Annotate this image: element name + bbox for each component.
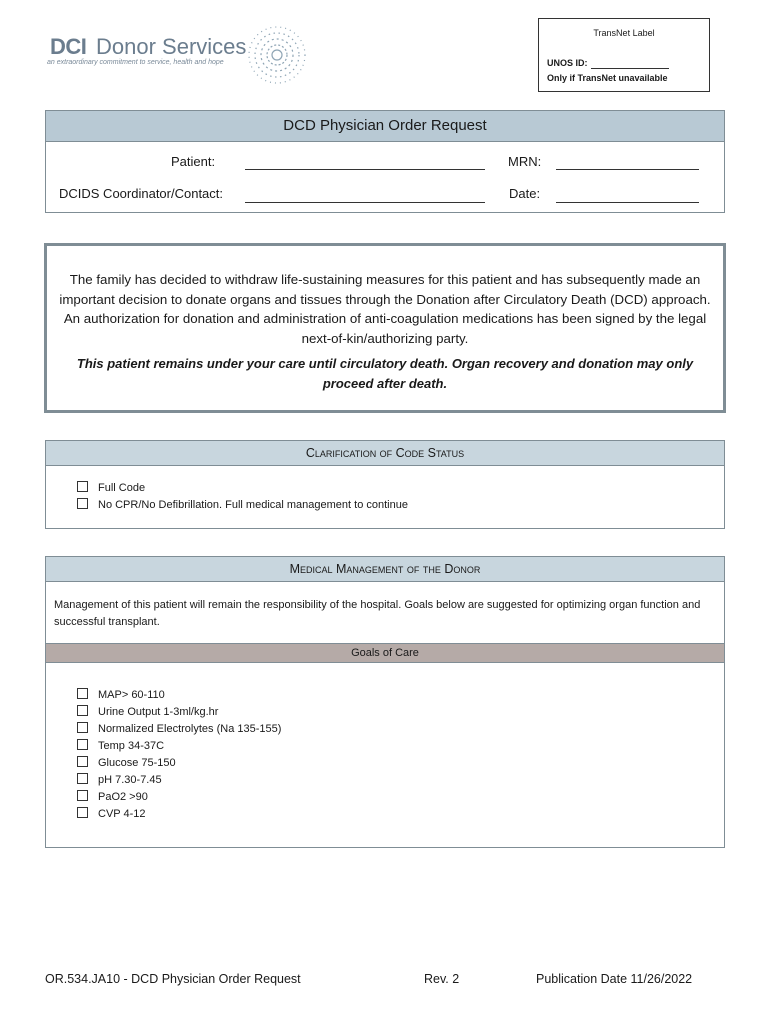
goal-item[interactable] [77,755,176,772]
transnet-unavailable-note: Only if TransNet unavailable [547,73,668,83]
starburst-logo-icon [246,24,308,86]
care-notice-text: This patient remains under your care until circulatory death. Organ recovery and donation may only proceed after death. [76,356,694,391]
goal-checkbox[interactable] [77,807,88,818]
full-code-label: Full Code [98,482,146,494]
goal-label: MAP> 60-110 [98,689,165,701]
transnet-label-title: TransNet Label [593,28,655,38]
goal-checkbox[interactable] [77,739,88,750]
publication-date: Publication Date 11/26/2022 [536,972,693,986]
management-description: Management of this patient will remain the responsibility of the hospital. Goals below are suggested for optimizing organ function and successful transplant. [54,599,701,628]
goal-item[interactable] [77,687,165,704]
goal-item[interactable] [77,789,148,806]
goal-item[interactable] [77,738,164,755]
withdrawal-notice-text: The family has decided to withdraw life-sustaining measures for this patient and has subsequently made an important decision to donate organs and tissues through the Donation after Circulatory Death (DCD) approach. An authorization for donation and administration of anti-coagulation medications has been signed by the legal next-of-kin/authorizing party. [59,272,711,346]
coordinator-label: DCIDS Coordinator/Contact: [59,186,224,201]
revision: Rev. 2 [424,972,460,986]
goal-item[interactable] [77,721,281,738]
transnet-label-box [538,18,710,92]
logo-donor-services: Donor Services [96,34,247,59]
mrn-field[interactable] [556,169,699,170]
goal-item[interactable] [77,806,146,823]
goal-checkbox[interactable] [77,756,88,767]
no-cpr-label: No CPR/No Defibrillation. Full medical management to continue [98,499,408,511]
goal-label: Temp 34-37C [98,740,165,752]
logo-tagline: an extraordinary commitment to service, health and hope [47,59,224,66]
goal-checkbox[interactable] [77,705,88,716]
goal-item[interactable] [77,704,218,721]
withdrawal-notice-box [44,243,726,413]
code-status-section [45,440,725,529]
goal-label: CVP 4-12 [98,808,146,820]
goal-label: Glucose 75-150 [98,757,176,769]
patient-field[interactable] [245,169,485,170]
goal-checkbox[interactable] [77,790,88,801]
form-id: OR.534.JA10 - DCD Physician Order Request [45,972,301,986]
goal-item[interactable] [77,772,162,789]
no-cpr-checkbox[interactable] [77,498,88,509]
date-field[interactable] [556,202,699,203]
no-cpr-option[interactable] [77,497,408,514]
full-code-option[interactable] [77,480,145,497]
goal-label: Normalized Electrolytes (Na 135-155) [98,723,282,735]
unos-id-field[interactable] [591,68,669,69]
mrn-label: MRN: [508,154,542,169]
logo-dci: DCI [50,34,87,59]
goal-label: Urine Output 1-3ml/kg.hr [98,706,219,718]
date-label: Date: [509,186,541,201]
goal-checkbox[interactable] [77,773,88,784]
unos-id-label: UNOS ID: [547,58,588,68]
goal-label: pH 7.30-7.45 [98,774,162,786]
medical-management-title: Medical Management of the Donor [46,557,724,582]
patient-label: Patient: [171,154,216,169]
full-code-checkbox[interactable] [77,481,88,492]
goals-of-care-header: Goals of Care [46,643,724,663]
code-status-title: Clarification of Code Status [46,441,724,466]
coordinator-field[interactable] [245,202,485,203]
goal-checkbox[interactable] [77,688,88,699]
order-title: DCD Physician Order Request [46,111,724,142]
medical-management-section [45,556,725,848]
goal-checkbox[interactable] [77,722,88,733]
goal-label: PaO2 >90 [98,791,148,803]
